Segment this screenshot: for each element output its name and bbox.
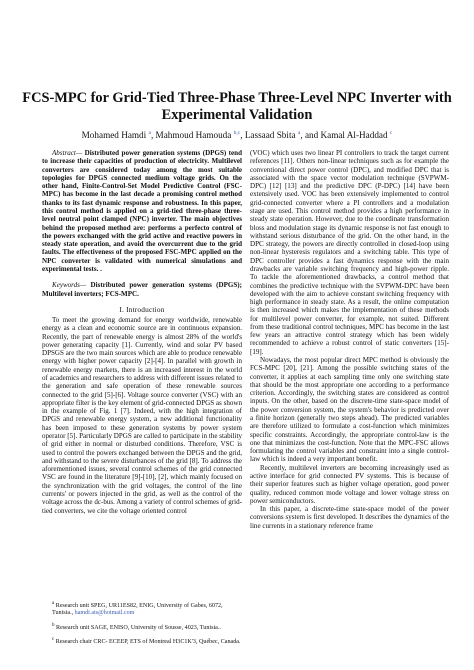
footnote-text: Research unit SAGE, ENISO, University of Sousse, 4023, Tunisia..: [54, 624, 221, 631]
affiliation-mark: c: [389, 130, 393, 136]
abstract-heading: Abstract—: [52, 149, 83, 157]
section-heading: I. Introduction: [119, 304, 165, 314]
footnote-mark: c: [52, 637, 55, 643]
paper-title: FCS-MPC for Grid-Tied Three-Phase Three-Level NPC Inverter with Experimental Validation: [22, 90, 452, 123]
footnote: [42, 600, 242, 618]
author-name: , Mahmoud Hamouda: [150, 130, 234, 141]
footnote: [42, 622, 242, 632]
footnote-mark: a: [52, 601, 55, 606]
affiliation-mark: b,c: [233, 130, 241, 136]
right-column: [250, 149, 449, 530]
author-name: Mohamed Hamdi: [81, 130, 149, 141]
paragraph: To meet the growing demand for energy worldwide, renewable energy as a clean and economic source are in continuous expansion. Recently, the part of renewable energy is almost 28% of the world's power generating capacity [1]. Currently, wind and solar PV based DPSGS are the two main sources which are able to produce renewable energy with higher power capacity [2]-[4]. In parallel with growth in renewable energy markets, there is an increased interest in the world of academics and researchers to address with different issues related to the generation and safe operation of these renewable sources connected to the grid [5]-[6]. Voltage source converter (VSC) with an appropriate filter is the key element of grid-connected DPGS as shown in the example of Fig. 1 [7]. Indeed, with the high integration of DPGS and renewable energy system, a new additional functionality has been imposed to these generation systems by power system operator [5]. Particularly DPGS are called to participate in the stability of grid either in normal or disturbed conditions. Therefore, VSC is used to control the powers exchanged between the DPGS and the grid, and withstand to the severe disturbances of the grid [8]. To address the aforementioned issues, several control schemes of the grid connected VSC are found in the literature [9]-[10], [2], which mainly focused on the synchronization with the grid voltages, the control of the line currents' or powers injected in the grid, as well as the control of the voltage across the dc-bus. Among a variety of control schemes of grid-tied converters, we cite the voltage oriented control: [42, 316, 242, 515]
footnote-email-link[interactable]: hamdi.ats@hotmail.com: [74, 610, 135, 617]
footnote: [42, 636, 242, 646]
affiliation-mark: a: [297, 130, 301, 136]
keywords: [42, 281, 242, 298]
keywords-body: Distributed power generation systems (DPGS); Multilevel inverters; FCS-MPC.: [42, 281, 242, 298]
footnote-text: Research chair CRC- ECEEP, ETS of Montreal H3C1K'3, Québec, Canada.: [54, 639, 241, 646]
paragraph: Recently, multilevel inverters are becoming increasingly used as active interface for grid connected PV systems. This is because of their superior features such as higher voltage operation, good power quality, reduced common mode voltage and lower voltage stress on power semiconductors.: [250, 463, 449, 505]
left-column: [42, 149, 242, 515]
author-list: [20, 128, 454, 141]
paragraph: (VOC) which uses two linear PI controllers to track the target current references [11]. Others non-linear techniques such as for example the conventional direct power control (DPC), and modified DPC that is associated with the space vector modulation technique (SVPWM-DPC) [12] [13] and the predictive DPC (P-DPC) [14] have been extensively used. VOC has been extensively implemented to control grid-connected converter where a PI controllers and a modulation stage are used. This control method provides a high performance in steady state operation. However, due to the coordinate transformation bloss and modulation stage its dynamic response is not fast enough to withstand serious disturbance of the grid. On the other hand, in the DPC strategy, the powers are directly controlled in closed-loop using non-linear hysteresis regulators and a switching table. This type of DPC controller provides a fast dynamics response with the main drawbacks are variable switching frequency and high-power ripple. To tackle the aforementioned drawbacks, a control method that combines the predictive technique with the SVPWM-DPC have been developed with the aim to achieve constant switching frequency with high performance in steady state. As a result, the online computation is then increased which makes the implementation of these methods for multilevel power converter, for example, not suited. Different from these traditional control techniques, MPC has become in the last few years an attractive control strategy which has been widely recommended to achieve a robust control of static converters [15]-[19].: [250, 149, 449, 356]
keywords-heading: Keywords—: [52, 281, 87, 290]
footnotes: [42, 600, 242, 651]
footnote-text: Research unit SPEG, UR11ES82, ENIG, University of Gabes, 6072, Tunisia.,: [52, 603, 223, 617]
affiliation-mark: a: [148, 130, 151, 136]
paragraph: In this paper, a discrete-time state-space model of the power conversions system is first developed. It describes the dynamics of the line currents in a stationary reference frame: [250, 505, 449, 530]
abstract: [42, 149, 242, 273]
paragraph: Nowadays, the most popular direct MPC method is obviously the FCS-MPC [20], [21]. Among the possible switching states of the converter, it applies at each sampling time only one switching state that should be the most appropriate one according to a performance criterion. Accordingly, the switching states are considered as control inputs. On the other, based on the discrete-time state-space model of the power conversion system, the system's behavior is predicted over a finite horizon (generally two steps ahead). The predicted variables are therefore utilized to formulate a cost-function which minimizes specific constraints. Accordingly, the appropriate control-law is the one that minimizes the cost-function. Note that the MPC-FSC allows formulating the control variables and constraint into a single control-law which is indeed a very important benefit.: [250, 356, 449, 464]
author-name: , and Kamal Al-Haddad: [300, 130, 390, 141]
author-name: , Lassaad Sbita: [240, 130, 298, 141]
footnote-mark: b: [52, 622, 55, 628]
abstract-body: Distributed power generation systems (DPGS) tend to increase their capacities of production of electricity. Multilevel converters are considered today among the most suitable topologies for DPGS connected medium voltage grids. On the other hand, Finite-Control-Set Model Predictive Control (FSC-MPC) has become in the last decade a promising control method thanks to its fast dynamic response and robustness. In this paper, this control method is applied on a grid-tied three-phase three-level neutral point clamped (NPC) inverter. The main objectives behind the proposed method are: performs a perfecto control of the powers exchanged with the grid active and reactive powers in steady state operation, and avoid the overcurrent due to the grid faults. The effectiveness of the proposed FSC-MPC applied on the NPC converter is validated with numerical simulations and experimental tests. .: [42, 149, 242, 273]
